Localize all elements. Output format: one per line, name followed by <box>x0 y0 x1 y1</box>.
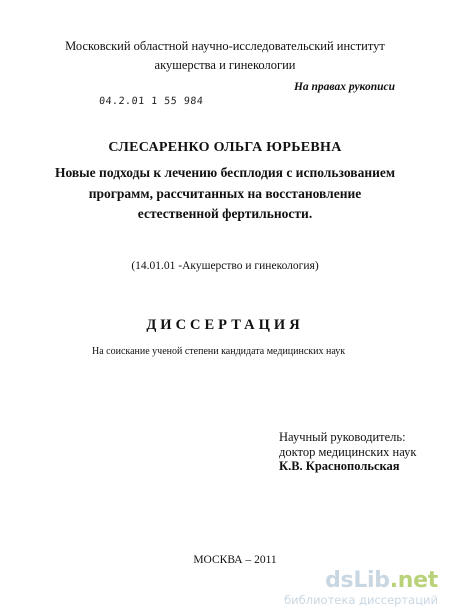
watermark-logo-accent: .net <box>389 568 438 593</box>
title-line-1: Новые подходы к лечению бесплодия с использованием <box>54 165 396 180</box>
institute-line-1: Московский областной научно-исследовательский институт <box>65 39 385 53</box>
specialty-code: (14.01.01 -Акушерство и гинекология) <box>131 260 319 272</box>
supervisor-rank: доктор медицинских наук <box>279 444 417 459</box>
title-line-2: программ, рассчитанных на восстановление <box>88 185 362 201</box>
institute-line-2: акушерства и гинекологии <box>154 58 296 72</box>
author-name: СЛЕСАРЕНКО ОЛЬГА ЮРЬЕВНА <box>108 140 342 155</box>
city-year: МОСКВА – 2011 <box>193 554 277 566</box>
rights-note: На правах рукописи <box>293 81 395 93</box>
dissertation-title <box>0 163 450 225</box>
dslib-watermark <box>258 569 438 607</box>
supervisor-name: К.В. Краснопольская <box>279 459 400 473</box>
supervisor-block <box>279 430 416 474</box>
watermark-logo-main: dsLib <box>325 568 390 593</box>
institute-name <box>0 37 450 75</box>
registration-stamp: 04.2.01 1 55 984 <box>98 96 204 107</box>
title-line-3: естественной фертильности. <box>137 206 313 221</box>
degree-statement: На соискание ученой степени кандидата медицинских наук <box>92 346 346 357</box>
watermark-logo <box>258 569 438 593</box>
document-type: ДИССЕРТАЦИЯ <box>146 317 304 333</box>
watermark-subtitle: библиотека диссертаций <box>284 593 438 607</box>
supervisor-label: Научный руководитель: <box>279 430 406 444</box>
